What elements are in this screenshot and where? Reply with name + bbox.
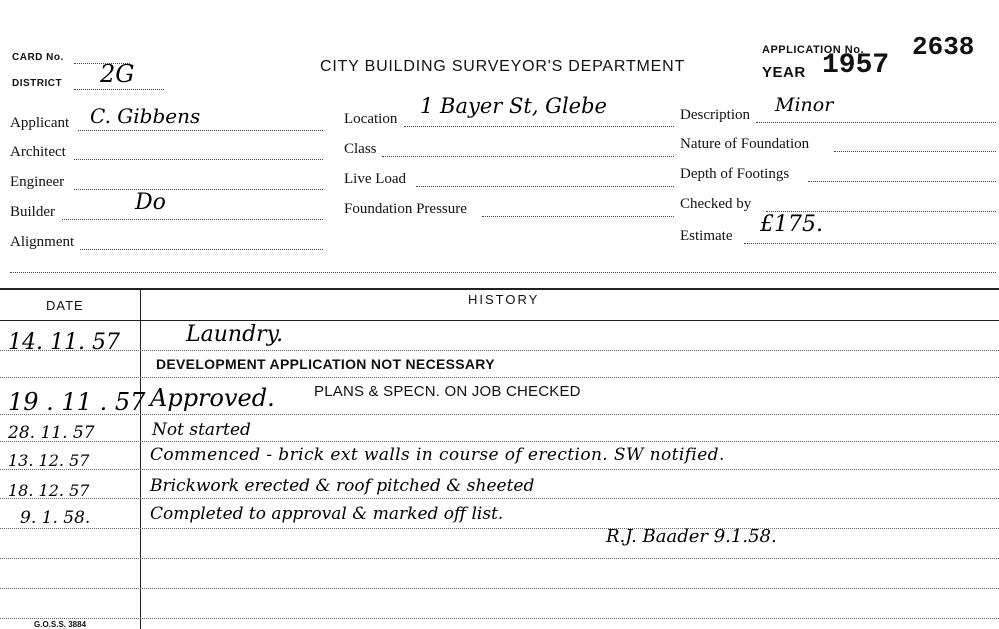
nature-of-foundation-line bbox=[834, 151, 996, 152]
ruled-line bbox=[0, 618, 999, 619]
year-value: 1957 bbox=[822, 50, 890, 81]
applicant-line bbox=[78, 130, 323, 131]
alignment-label: Alignment bbox=[10, 234, 75, 250]
entry-text: Commenced - brick ext walls in course of erection. SW notified. bbox=[150, 445, 725, 465]
applicant-label: Applicant bbox=[10, 115, 70, 131]
card-no-label: CARD No. bbox=[12, 52, 64, 63]
architect-label: Architect bbox=[10, 144, 66, 160]
depth-of-footings-label: Depth of Footings bbox=[680, 166, 790, 182]
entry-text: Not started bbox=[152, 420, 251, 440]
application-no-label: APPLICATION No. bbox=[762, 44, 865, 56]
location-value: 1 Bayer St, Glebe bbox=[420, 94, 607, 118]
builder-value: Do bbox=[135, 190, 166, 215]
ruled-line bbox=[0, 588, 999, 589]
builder-label: Builder bbox=[10, 204, 55, 220]
history-header: HISTORY bbox=[468, 292, 540, 307]
estimate-label: Estimate bbox=[680, 228, 733, 244]
ruled-line bbox=[0, 350, 999, 351]
entry-date: 9. 1. 58. bbox=[20, 508, 91, 528]
table-top-rule bbox=[0, 288, 999, 290]
ruled-line bbox=[0, 441, 999, 442]
builder-line bbox=[62, 219, 323, 220]
depth-of-footings-line bbox=[808, 181, 996, 182]
district-label: DISTRICT bbox=[12, 78, 63, 89]
entry-date: 14. 11. 57 bbox=[8, 330, 120, 355]
ruled-line bbox=[0, 498, 999, 499]
date-header: DATE bbox=[46, 298, 84, 313]
ruled-line bbox=[0, 414, 999, 415]
applicant-value: C. Gibbens bbox=[90, 104, 201, 128]
checked-by-label: Checked by bbox=[680, 196, 752, 212]
description-value: Minor bbox=[775, 94, 834, 116]
live-load-label: Live Load bbox=[344, 171, 407, 187]
estimate-value: £175. bbox=[760, 212, 823, 237]
blank-line bbox=[10, 272, 996, 273]
header-rule bbox=[0, 320, 999, 321]
entry-text: Approved. bbox=[150, 384, 275, 412]
entry-text: Brickwork erected & roof pitched & sheeted bbox=[150, 476, 535, 496]
signature: R.J. Baader 9.1.58. bbox=[606, 526, 777, 547]
live-load-line bbox=[416, 186, 674, 187]
form-code: G.O.S.S. 3884 bbox=[34, 620, 87, 629]
location-line bbox=[404, 126, 674, 127]
district-value: 2G bbox=[100, 60, 135, 88]
foundation-pressure-label: Foundation Pressure bbox=[344, 201, 467, 217]
engineer-line bbox=[74, 189, 323, 190]
class-line bbox=[382, 156, 674, 157]
application-no-value: 2638 bbox=[912, 32, 975, 62]
engineer-label: Engineer bbox=[10, 174, 65, 190]
year-label: YEAR bbox=[762, 64, 806, 81]
entry-date: 18. 12. 57 bbox=[8, 481, 90, 500]
department-title: CITY BUILDING SURVEYOR'S DEPARTMENT bbox=[320, 58, 686, 75]
table-column-divider bbox=[140, 290, 141, 629]
description-label: Description bbox=[680, 107, 750, 123]
entry-text: Laundry. bbox=[186, 322, 284, 347]
plans-checked-stamp: PLANS & SPECN. ON JOB CHECKED bbox=[314, 383, 581, 400]
architect-line bbox=[74, 159, 323, 160]
entry-text: Completed to approval & marked off list. bbox=[150, 504, 504, 524]
entry-date: 13. 12. 57 bbox=[8, 451, 90, 470]
district-line bbox=[74, 89, 164, 90]
ruled-line bbox=[0, 528, 999, 529]
entry-date: 28. 11. 57 bbox=[8, 423, 95, 443]
ruled-line bbox=[0, 377, 999, 378]
development-stamp: DEVELOPMENT APPLICATION NOT NECESSARY bbox=[156, 356, 495, 372]
ruled-line bbox=[0, 558, 999, 559]
class-label: Class bbox=[344, 141, 377, 157]
alignment-line bbox=[80, 249, 323, 250]
entry-date: 19 . 11 . 57 bbox=[8, 388, 146, 416]
location-label: Location bbox=[344, 111, 398, 127]
estimate-line bbox=[744, 243, 996, 244]
description-line bbox=[756, 122, 996, 123]
ruled-line bbox=[0, 469, 999, 470]
foundation-pressure-line bbox=[482, 216, 674, 217]
nature-of-foundation-label: Nature of Foundation bbox=[680, 136, 810, 152]
